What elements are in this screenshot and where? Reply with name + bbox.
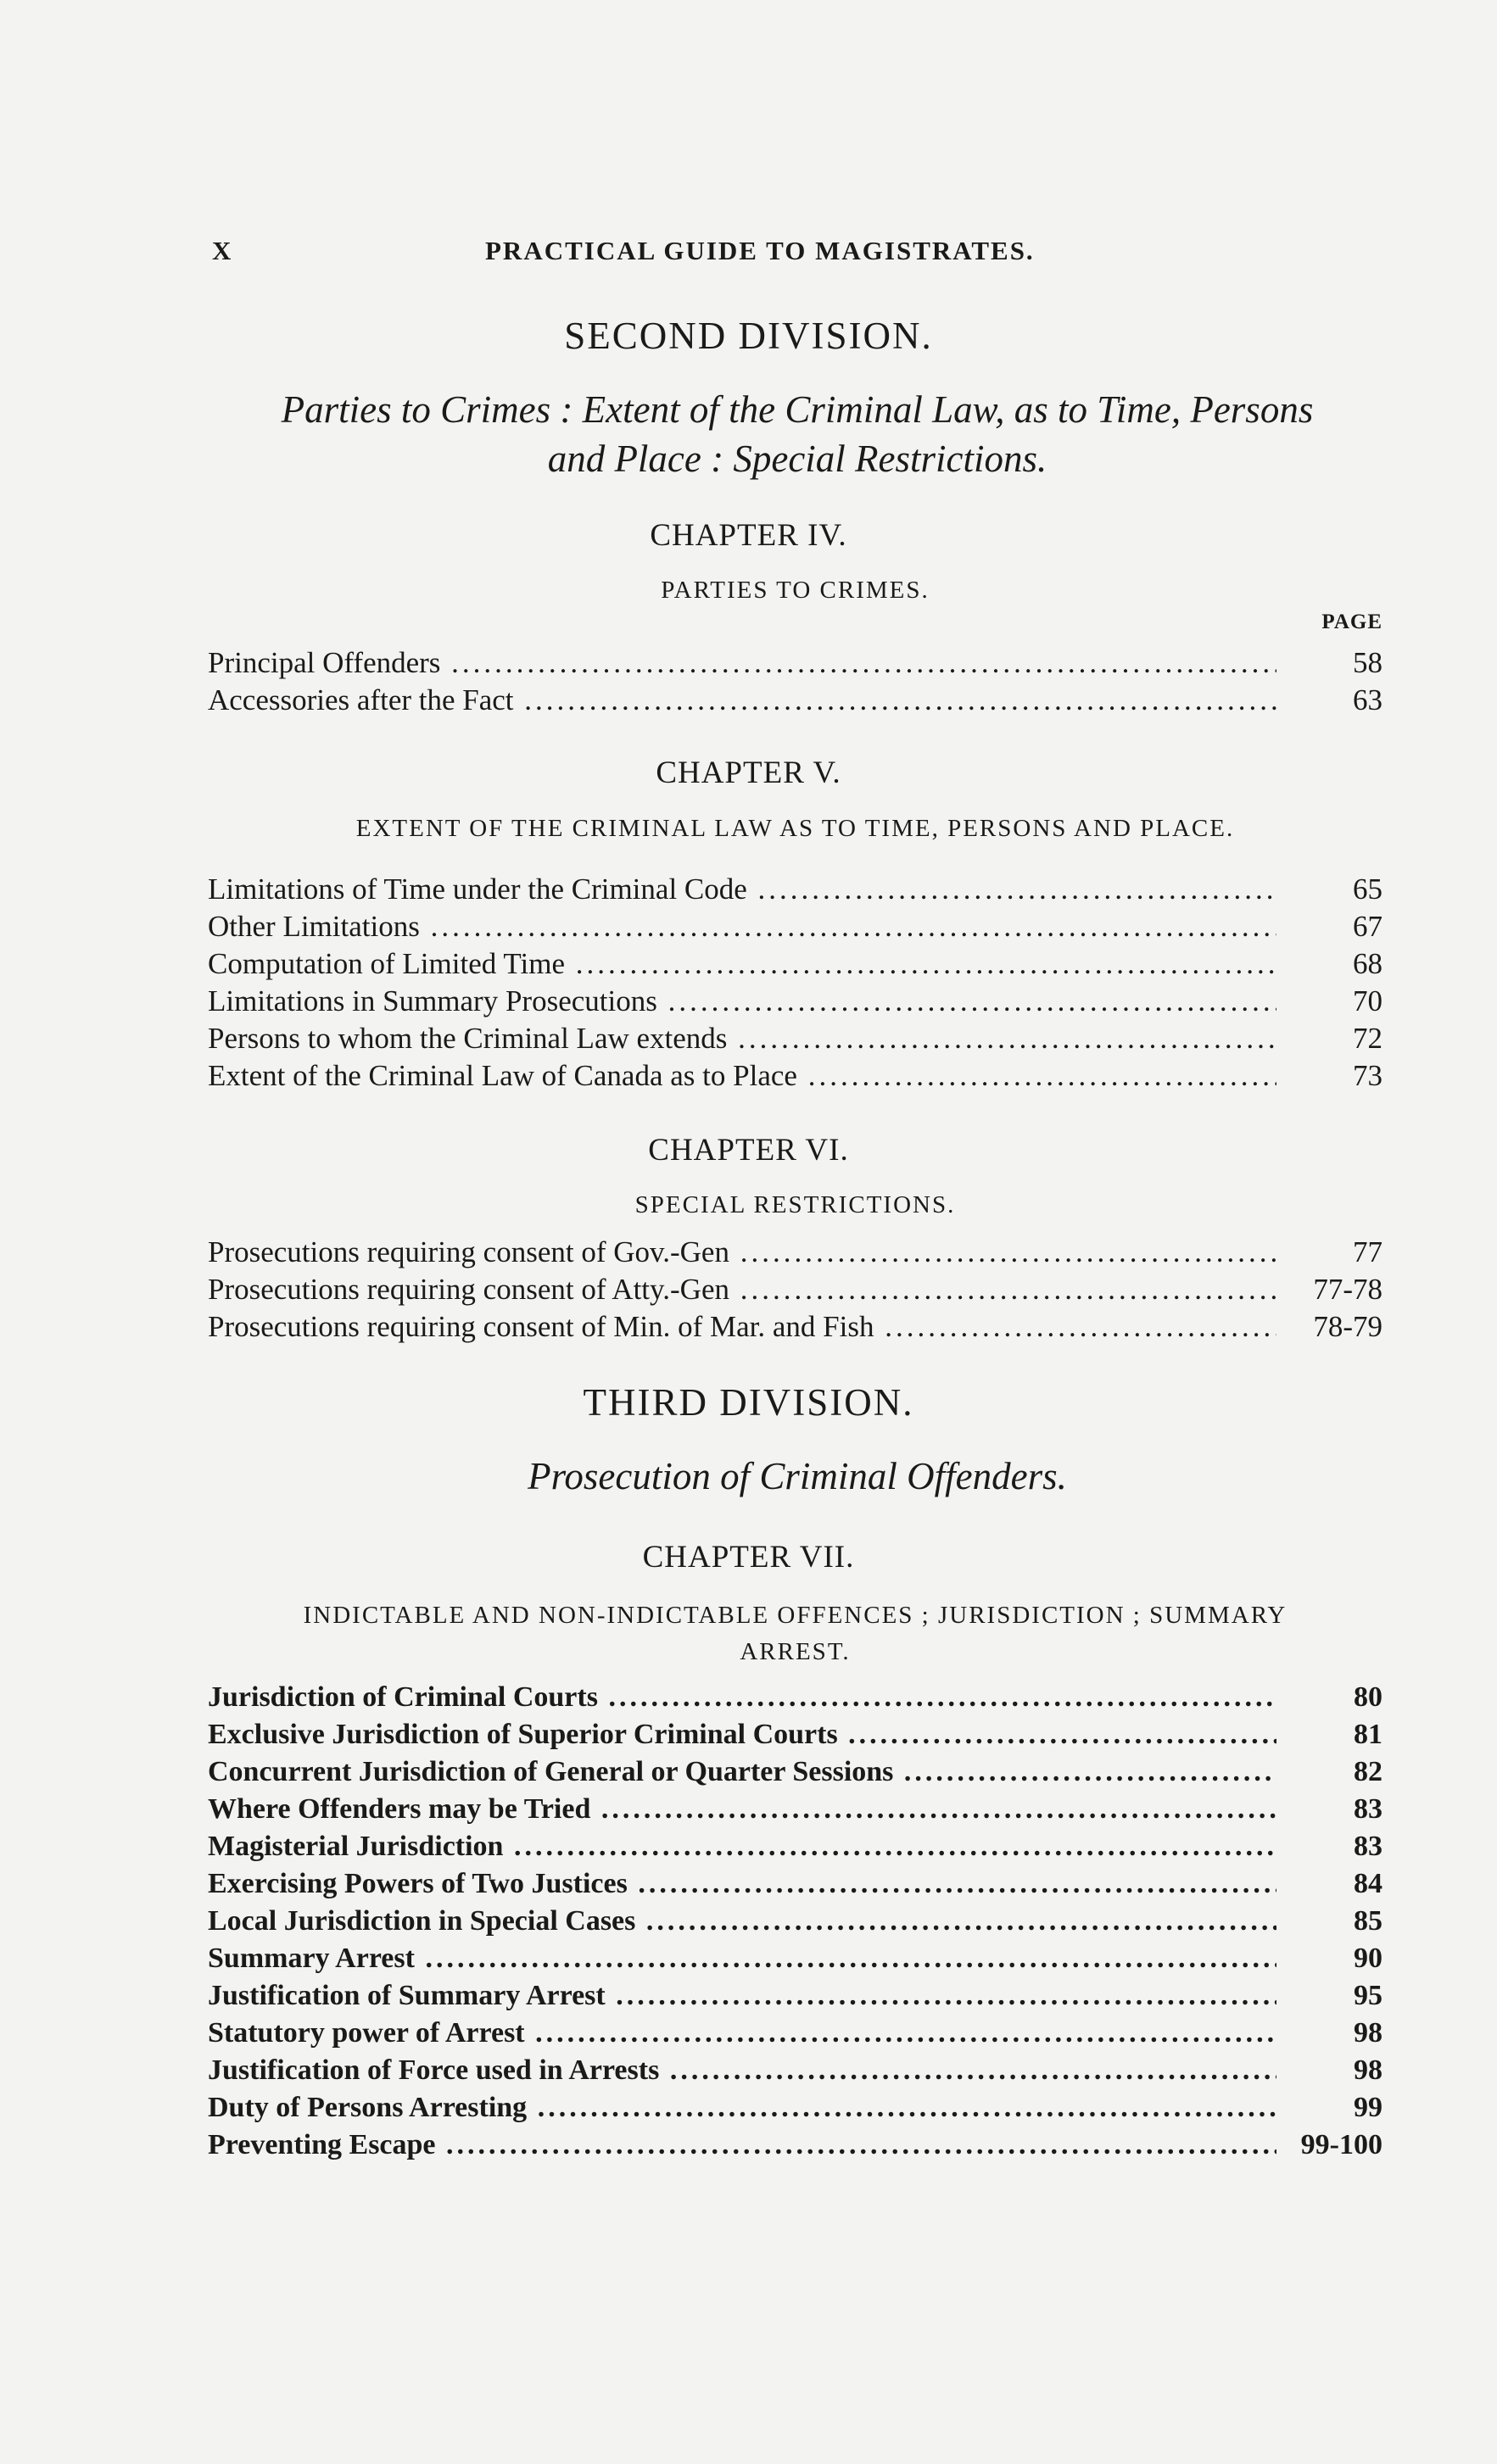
toc-entry-label: Extent of the Criminal Law of Canada as to Place ..... bbox=[208, 1057, 1276, 1095]
toc-entry-page: 77-78 bbox=[1313, 1273, 1382, 1306]
toc-entry[interactable] bbox=[208, 1791, 1382, 1828]
toc-entry-page: 70 bbox=[1353, 984, 1382, 1017]
toc-entry-label: Limitations in Summary Prosecutions ..... bbox=[208, 983, 1276, 1020]
toc-entry-page: 82 bbox=[1354, 1756, 1382, 1787]
toc-entry[interactable] bbox=[208, 1940, 1382, 1977]
chapter-title-iv: PARTIES TO CRIMES. bbox=[661, 577, 930, 604]
toc-chapter-vii bbox=[208, 1679, 1382, 2164]
chapter-title-vii-line-1: INDICTABLE AND NON-INDICTABLE OFFENCES ; JURISDICTION ; SUMMARY bbox=[303, 1602, 1288, 1629]
page-folio: X bbox=[212, 236, 233, 265]
toc-entry-page: 98 bbox=[1354, 2054, 1382, 2086]
division-subtitle-third: Prosecution of Criminal Offenders. bbox=[528, 1455, 1067, 1497]
toc-entry-page: 58 bbox=[1353, 646, 1382, 679]
toc-entry[interactable] bbox=[208, 983, 1382, 1020]
toc-entry-page: 81 bbox=[1354, 1719, 1382, 1750]
toc-entry-page: 98 bbox=[1354, 2017, 1382, 2049]
toc-entry-label: Principal Offenders ..... bbox=[208, 644, 1276, 682]
toc-entry[interactable] bbox=[208, 908, 1382, 945]
chapter-heading-vi: CHAPTER VI. bbox=[648, 1133, 849, 1168]
toc-entry[interactable] bbox=[208, 1828, 1382, 1865]
toc-entry-page: 63 bbox=[1353, 683, 1382, 716]
toc-entry[interactable] bbox=[208, 945, 1382, 983]
toc-entry-label: Prosecutions requiring consent of Min. of Mar. and Fish ..... bbox=[208, 1308, 1276, 1346]
toc-entry-label: Computation of Limited Time ..... bbox=[208, 945, 1276, 983]
toc-entry[interactable] bbox=[208, 1020, 1382, 1057]
toc-entry-label: Preventing Escape ..... bbox=[208, 2127, 1276, 2164]
toc-entry[interactable] bbox=[208, 1679, 1382, 1716]
toc-entry-page: 99-100 bbox=[1300, 2129, 1382, 2160]
toc-entry-page: 95 bbox=[1354, 1980, 1382, 2011]
toc-chapter-iv bbox=[208, 644, 1382, 719]
toc-entry-label: Statutory power of Arrest ..... bbox=[208, 2015, 1276, 2052]
toc-entry[interactable] bbox=[208, 682, 1382, 719]
toc-entry-page: 99 bbox=[1354, 2092, 1382, 2123]
toc-entry-label: Persons to whom the Criminal Law extends ..... bbox=[208, 1020, 1276, 1057]
toc-entry-label: Exercising Powers of Two Justices ..... bbox=[208, 1865, 1276, 1903]
toc-entry[interactable] bbox=[208, 2052, 1382, 2089]
toc-entry-label: Exclusive Jurisdiction of Superior Criminal Courts ..... bbox=[208, 1716, 1276, 1753]
toc-chapter-v bbox=[208, 871, 1382, 1095]
toc-entry-page: 80 bbox=[1354, 1681, 1382, 1713]
toc-entry[interactable] bbox=[208, 1977, 1382, 2015]
toc-entry-page: 77 bbox=[1353, 1235, 1382, 1268]
toc-chapter-vi bbox=[208, 1234, 1382, 1346]
division-subtitle-line-1: Parties to Crimes : Extent of the Criminal Law, as to Time, Persons bbox=[281, 388, 1314, 431]
toc-entry-page: 72 bbox=[1353, 1022, 1382, 1055]
division-title-second: SECOND DIVISION. bbox=[564, 315, 933, 357]
toc-entry-label: Jurisdiction of Criminal Courts ..... bbox=[208, 1679, 1276, 1716]
chapter-heading-iv: CHAPTER IV. bbox=[650, 518, 847, 553]
toc-entry[interactable] bbox=[208, 871, 1382, 908]
toc-entry-label: Justification of Force used in Arrests ..... bbox=[208, 2052, 1276, 2089]
chapter-title-vi: SPECIAL RESTRICTIONS. bbox=[634, 1191, 956, 1218]
toc-entry[interactable] bbox=[208, 1234, 1382, 1271]
toc-entry[interactable] bbox=[208, 2127, 1382, 2164]
toc-entry-label: Local Jurisdiction in Special Cases ..... bbox=[208, 1903, 1276, 1940]
toc-entry-label: Accessories after the Fact ..... bbox=[208, 682, 1276, 719]
running-title: PRACTICAL GUIDE TO MAGISTRATES. bbox=[485, 236, 1035, 265]
toc-entry-page: 85 bbox=[1354, 1905, 1382, 1937]
toc-entry-page: 83 bbox=[1354, 1831, 1382, 1862]
toc-entry-label: Magisterial Jurisdiction ..... bbox=[208, 1828, 1276, 1865]
toc-entry-page: 67 bbox=[1353, 910, 1382, 943]
toc-entry-label: Limitations of Time under the Criminal Code ..... bbox=[208, 871, 1276, 908]
chapter-title-v: EXTENT OF THE CRIMINAL LAW AS TO TIME, PERSONS AND PLACE. bbox=[355, 815, 1235, 842]
page-column-header: PAGE bbox=[1321, 610, 1382, 633]
toc-entry-page: 73 bbox=[1353, 1059, 1382, 1092]
toc-entry-label: Where Offenders may be Tried ..... bbox=[208, 1791, 1276, 1828]
toc-entry-page: 83 bbox=[1354, 1793, 1382, 1825]
division-subtitle-line-2: and Place : Special Restrictions. bbox=[547, 438, 1047, 480]
toc-entry-page: 68 bbox=[1353, 947, 1382, 980]
toc-entry-label: Duty of Persons Arresting ..... bbox=[208, 2089, 1276, 2127]
toc-entry[interactable] bbox=[208, 1308, 1382, 1346]
toc-entry-label: Justification of Summary Arrest ..... bbox=[208, 1977, 1276, 2015]
toc-entry-page: 90 bbox=[1354, 1943, 1382, 1974]
toc-entry[interactable] bbox=[208, 1753, 1382, 1791]
toc-entry[interactable] bbox=[208, 1865, 1382, 1903]
toc-entry-page: 78-79 bbox=[1313, 1310, 1382, 1343]
toc-entry-label: Prosecutions requiring consent of Gov.-Gen ..... bbox=[208, 1234, 1276, 1271]
toc-entry-label: Summary Arrest ..... bbox=[208, 1940, 1276, 1977]
toc-entry[interactable] bbox=[208, 2089, 1382, 2127]
toc-entry[interactable] bbox=[208, 1903, 1382, 1940]
toc-entry-label: Other Limitations ..... bbox=[208, 908, 1276, 945]
division-title-third: THIRD DIVISION. bbox=[583, 1381, 914, 1424]
toc-entry[interactable] bbox=[208, 1057, 1382, 1095]
toc-entry-page: 84 bbox=[1354, 1868, 1382, 1899]
toc-entry-page: 65 bbox=[1353, 872, 1382, 906]
chapter-heading-v: CHAPTER V. bbox=[656, 755, 841, 790]
chapter-title-vii-line-2: ARREST. bbox=[740, 1638, 851, 1665]
toc-entry[interactable] bbox=[208, 2015, 1382, 2052]
toc-entry[interactable] bbox=[208, 1271, 1382, 1308]
chapter-heading-vii: CHAPTER VII. bbox=[642, 1540, 855, 1575]
toc-entry[interactable] bbox=[208, 1716, 1382, 1753]
toc-entry-label: Concurrent Jurisdiction of General or Quarter Sessions ..... bbox=[208, 1753, 1276, 1791]
toc-entry-label: Prosecutions requiring consent of Atty.-Gen ..... bbox=[208, 1271, 1276, 1308]
toc-entry[interactable] bbox=[208, 644, 1382, 682]
